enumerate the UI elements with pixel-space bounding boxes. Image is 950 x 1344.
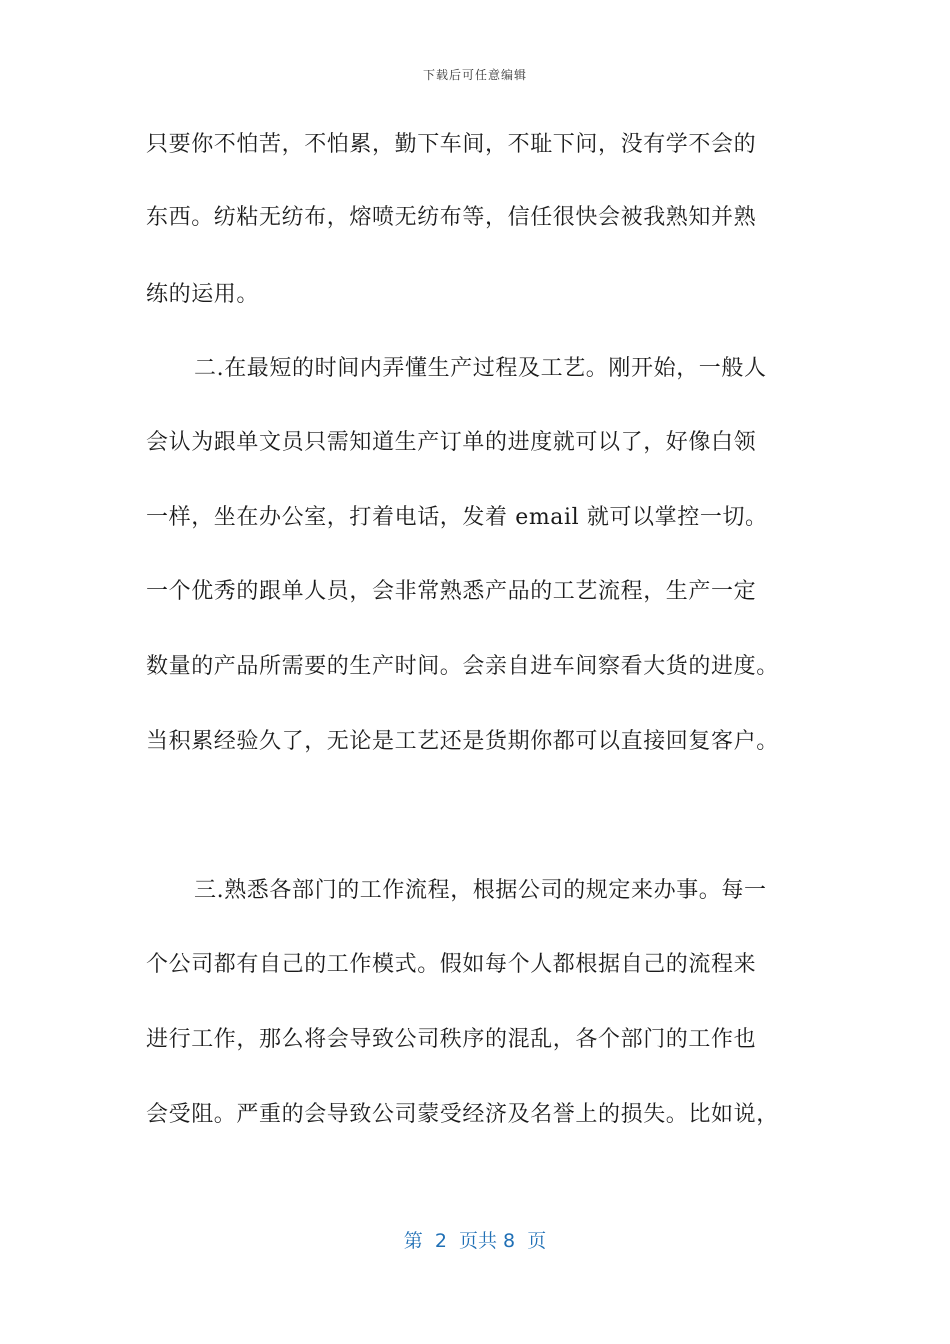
- text-line-1: 只要你不怕苦，不怕累，勤下车间，不耻下问，没有学不会的: [146, 132, 757, 157]
- text-line-9: 当积累经验久了，无论是工艺还是货期你都可以直接回复客户。: [146, 729, 779, 754]
- text-line-11: 个公司都有自己的工作模式。假如每个人都根据自己的流程来: [146, 952, 757, 977]
- page-number-footer: 第 2 页共 8 页: [403, 1230, 547, 1252]
- text-line-2: 东西。纺粘无纺布，熔喷无纺布等，信任很快会被我熟知并熟: [146, 205, 757, 230]
- text-line-12: 进行工作，那么将会导致公司秩序的混乱，各个部门的工作也: [146, 1027, 757, 1052]
- paragraph-3-line-1: 三.熟悉各部门的工作流程，根据公司的规定来办事。每一: [194, 878, 767, 903]
- page-header: 下载后可任意编辑: [422, 68, 527, 82]
- text-line-3: 练的运用。: [146, 282, 260, 307]
- text-line-5: 会认为跟单文员只需知道生产订单的进度就可以了，好像白领: [146, 430, 757, 455]
- text-line-6: 一样，坐在办公室，打着电话，发着 email 就可以掌控一切。: [146, 505, 768, 530]
- paragraph-2-line-1: 二.在最短的时间内弄懂生产过程及工艺。刚开始，一般人: [194, 356, 767, 381]
- text-line-13: 会受阻。严重的会导致公司蒙受经济及名誉上的损失。比如说，: [146, 1102, 779, 1127]
- text-line-8: 数量的产品所需要的生产时间。会亲自进车间察看大货的进度。: [146, 654, 779, 679]
- text-line-7: 一个优秀的跟单人员，会非常熟悉产品的工艺流程，生产一定: [146, 579, 757, 604]
